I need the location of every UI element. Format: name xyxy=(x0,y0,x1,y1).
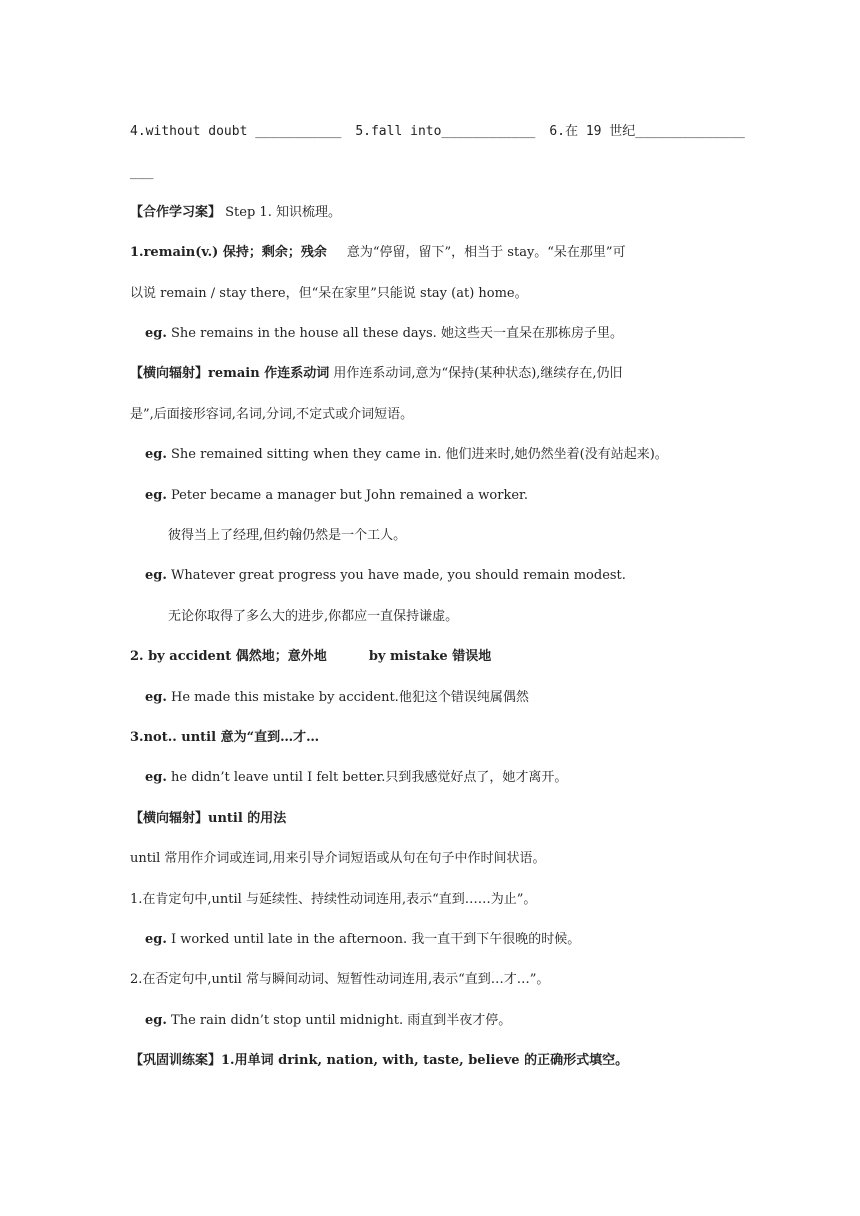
point-2-line xyxy=(130,647,740,667)
point-1-desc: 意为“停留，留下”，相当于 stay。“呆在那里”可 xyxy=(346,245,626,260)
radiate-1-desc-2: 是”,后面接形容词,名词,分词,不定式或介词短语。 xyxy=(130,407,414,422)
radiate-2-rule-1: 1.在肯定句中,until 与延续性、持续性动词连用,表示“直到……为止”。 xyxy=(130,892,537,907)
point-2-example xyxy=(145,688,755,708)
eg-text: She remained sitting when they came in. 他们进来时,她仍然坐着(没有站起来)。 xyxy=(166,447,668,462)
point-2-term-2: by mistake 错误地 xyxy=(368,649,492,664)
vocab-line xyxy=(130,122,745,142)
radiate-1-example-1 xyxy=(145,445,755,465)
eg-text: The rain didn’t stop until midnight. 雨直到半夜才停。 xyxy=(166,1013,512,1028)
point-3-example xyxy=(145,768,755,788)
eg-label: eg. xyxy=(145,568,167,583)
eg-text: Whatever great progress you have made, you should remain modest. xyxy=(166,568,626,583)
vocab-item-5: 5.fall into____________ xyxy=(355,124,536,139)
vocab-item-6-continuation: ___ xyxy=(130,165,154,180)
radiate-2-example-1 xyxy=(145,930,755,950)
eg-text: She remains in the house all these days. 她这些天一直呆在那栋房子里。 xyxy=(166,326,623,341)
vocab-item-6: 6.在 19 世纪______________ xyxy=(549,124,745,139)
eg-text: I worked until late in the afternoon. 我一直干到下午很晚的时候。 xyxy=(166,932,581,947)
vocab-item-4: 4.without doubt ___________ xyxy=(130,124,342,139)
eg-text: He made this mistake by accident.他犯这个错误纯属偶然 xyxy=(166,690,529,705)
section-task: 1.用单词 drink, nation, with, taste, believe 的正确形式填空。 xyxy=(221,1053,629,1068)
eg-label: eg. xyxy=(145,488,167,503)
section-consolidation xyxy=(130,1051,740,1071)
radiate-1-example-3-translation: 无论你取得了多么大的进步,你都应一直保持谦虚。 xyxy=(168,609,459,624)
radiate-2-intro: until 常用作介词或连词,用来引导介词短语或从句在句子中作时间状语。 xyxy=(130,851,546,866)
section-step: Step 1. 知识梳理。 xyxy=(221,205,341,220)
eg-text: he didn’t leave until I felt better.只到我感觉好点了，她才离开。 xyxy=(166,770,568,785)
eg-label: eg. xyxy=(145,770,167,785)
section-cooperative-learning xyxy=(130,203,740,223)
eg-label: eg. xyxy=(145,326,167,341)
point-1-term: 1.remain(v.) 保持；剩余；残余 xyxy=(130,245,327,260)
radiate-2-example-2 xyxy=(145,1011,755,1031)
eg-label: eg. xyxy=(145,1013,167,1028)
point-2-term: 2. by accident 偶然地；意外地 xyxy=(130,649,327,664)
radiate-1-heading: 【横向辐射】remain 作连系动词 xyxy=(130,366,330,381)
radiate-1-example-3 xyxy=(145,566,755,586)
radiate-1-example-2-translation: 彼得当上了经理,但约翰仍然是一个工人。 xyxy=(168,528,407,543)
section-heading: 【合作学习案】 xyxy=(130,205,222,220)
radiate-1-desc: 用作连系动词,意为“保持(某种状态),继续存在,仍旧 xyxy=(329,366,623,381)
point-3-term: 3.not.. until 意为“直到…才… xyxy=(130,730,320,745)
section-heading: 【巩固训练案】 xyxy=(130,1053,222,1068)
point-1-desc-2: 以说 remain / stay there，但“呆在家里”只能说 stay (at) home。 xyxy=(130,286,528,301)
eg-text: Peter became a manager but John remained a worker. xyxy=(166,488,528,503)
eg-label: eg. xyxy=(145,690,167,705)
eg-label: eg. xyxy=(145,932,167,947)
point-1-example xyxy=(145,324,755,344)
radiate-2-rule-2: 2.在否定句中,until 常与瞬间动词、短暂性动词连用,表示“直到…才…”。 xyxy=(130,972,550,987)
point-1-line xyxy=(130,243,740,263)
eg-label: eg. xyxy=(145,447,167,462)
radiate-1-example-2 xyxy=(145,486,755,506)
radiate-2-heading: 【横向辐射】until 的用法 xyxy=(130,811,287,826)
radiate-1-line xyxy=(130,364,740,384)
